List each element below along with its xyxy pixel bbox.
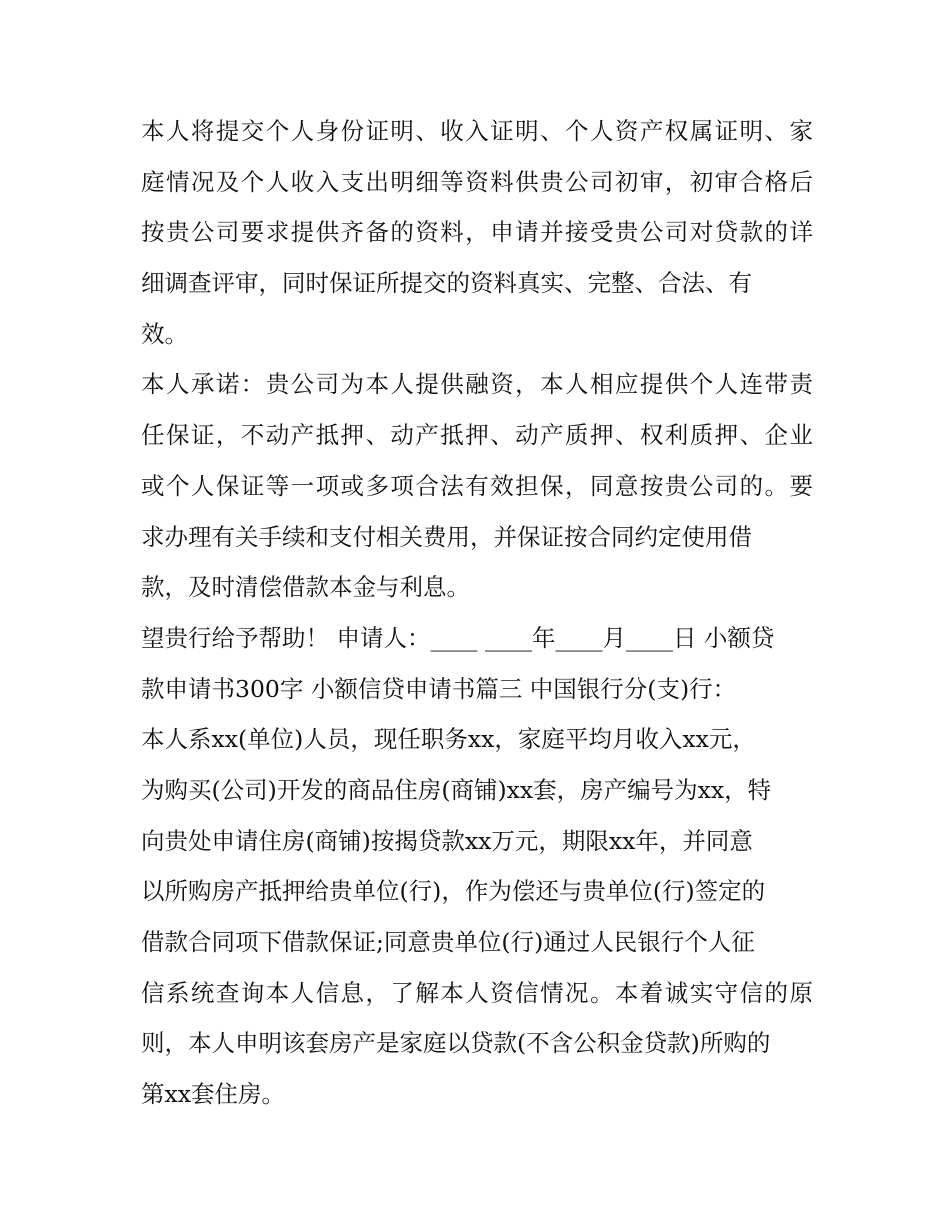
text-line: 向贵处申请住房(商铺)按揭贷款xx万元，期限xx年，并同意 — [141, 826, 753, 855]
text-line: 为购买(公司)开发的商品住房(商铺)xx套，房产编号为xx，特 — [141, 775, 772, 804]
text-line: 第xx套住房。 — [141, 1080, 286, 1109]
text-line: 任保证，不动产抵押、动产抵押、动产质押、权利质押、企业 — [141, 421, 813, 450]
text-line: 款，及时清偿借款本金与利息。 — [141, 573, 470, 602]
text-line: 或个人保证等一项或多项合法有效担保，同意按贵公司的。要 — [141, 471, 813, 500]
text-line: 借款合同项下借款保证;同意贵单位(行)通过人民银行个人征 — [141, 928, 755, 956]
text-line: 按贵公司要求提供齐备的资料，申请并接受贵公司对贷款的详 — [141, 218, 813, 247]
text-line: 本人系xx(单位)人员，现任职务xx，家庭平均月收入xx元， — [141, 725, 756, 754]
text-line: 信系统查询本人信息，了解本人资信情况。本着诚实守信的原 — [141, 978, 813, 1007]
text-line: 以所购房产抵押给贵单位(行)，作为偿还与贵单位(行)签定的 — [141, 877, 766, 906]
text-line: 款申请书300字 小额信贷申请书篇三 中国银行分(支)行： — [141, 674, 737, 703]
text-line: 本人承诺：贵公司为本人提供融资，本人相应提供个人连带责 — [141, 370, 813, 399]
text-line: 则，本人申明该套房产是家庭以贷款(不含公积金贷款)所购的 — [141, 1029, 771, 1058]
text-line: 细调查评审，同时保证所提交的资料真实、完整、合法、有 — [141, 269, 752, 298]
text-line: 效。 — [141, 319, 188, 348]
text-line: 求办理有关手续和支付相关费用，并保证按合同约定使用借 — [141, 522, 752, 551]
text-line: 庭情况及个人收入支出明细等资料供贵公司初审，初审合格后 — [141, 167, 813, 196]
document-body — [141, 106, 813, 1120]
text-line: 本人将提交个人身份证明、收入证明、个人资产权属证明、家 — [141, 117, 813, 145]
text-line: 望贵行给予帮助！ 申请人：____ ____年____月____日 小额贷 — [141, 623, 775, 652]
